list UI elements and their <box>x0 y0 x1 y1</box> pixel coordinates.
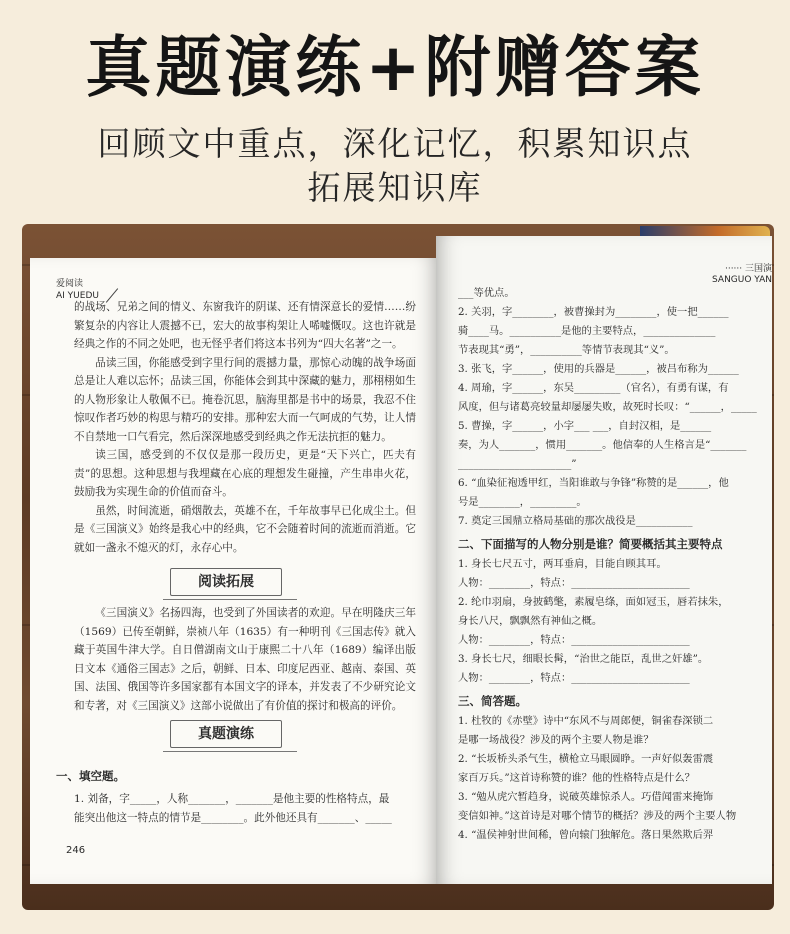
header-title-cn: ······ 三国演 <box>724 264 772 274</box>
exercise-line: 1. 杜牧的《赤壁》诗中“东风不与周郎便，铜雀春深锁二 <box>458 715 714 727</box>
question-1: 1. 刘备，字_____，人称_______，_______是他主要的性格特点，最 能突出他这一特点的情节是________。此外他还具有_______、_____ <box>74 793 392 824</box>
exercise-line: 7. 奠定三国鼎立格局基础的那次战役是___________ <box>458 515 693 527</box>
exercise-line: 4. 周瑜，字______，东吴_________（官名），有勇有谋，有 <box>458 382 729 394</box>
exercise-line: 变信如神。”这首诗是对哪个情节的概括？涉及的两个主要人物 <box>458 810 737 822</box>
exercise-line: 2. 关羽，字________，被曹操封为________，使一把______ <box>458 306 729 318</box>
exercise-line: 6. “血染征袍透甲红，当阳谁敢与争锋”称赞的是______，他 <box>458 477 729 489</box>
exercise-line: 人物：________，特点：_______________________ <box>458 634 690 646</box>
banner-subtitle-line2: 拓展知识库 <box>307 168 483 207</box>
exercise-line: 是哪一场战役？涉及的两个主要人物是谁？ <box>458 734 654 746</box>
essay-paragraph: 品读三国，你能感受到字里行间的震撼力量，那惊心动魄的战争场面总是让人难以忘怀；品读三国，你能体会到其中深藏的魅力，那栩栩如生的人物形象让人敬佩不已。掩卷沉思，脑海里都是书中的场景，我忍不住惊叹作者巧妙的构思与精巧的安排。那种宏大而一气呵成的气势，让人情不自禁地一口气看完，然后深深地感受到经典之作无法抗拒的魅力。 <box>74 356 416 443</box>
exercise-line: 3. “勉从虎穴暂趋身，说破英雄惊杀人。巧借闻雷来掩饰 <box>458 791 714 803</box>
exercise-line: 5. 曹操，字______，小字___ ___，自封汉相，是______ <box>458 420 712 432</box>
exercise-line: 号是________，_________。 <box>458 496 587 508</box>
exercise-line: 骑____马。__________是他的主要特点，______________ <box>458 325 716 337</box>
essay-paragraph: 的战场、兄弟之间的情义、东窗我许的阴谋、还有情深意长的爱情……纷繁复杂的内容让人震撼不已，宏大的故事构架让人唏嘘慨叹。这也许就是经典之作的不同之处吧，也无怪乎者们将这本书列为“四大名著”之一。 <box>74 301 416 350</box>
section-title-reading-extension: 阅读拓展 <box>170 568 282 596</box>
right-book-page <box>436 236 772 884</box>
exercise-line: 人物：________，特点：_______________________ <box>458 577 690 589</box>
exercise-line: 1. 身长七尺五寸，两耳垂肩，目能自顾其耳。 <box>458 558 667 570</box>
exercise-line: ______________________” <box>458 458 577 470</box>
section-heading: 三、简答题。 <box>458 694 527 708</box>
left-book-page <box>30 258 440 884</box>
exercise-line: 4. “温侯神射世间稀，曾向辕门独解危。落日果然欺后羿 <box>458 829 714 841</box>
banner-title: 真题演练+附赠答案 <box>85 29 705 106</box>
exercise-line: 奏，为人_______，惯用_______。他信奉的人生格言是“_______ <box>458 439 747 451</box>
header-title-en: SANGUO YAN <box>712 275 772 285</box>
exercise-line: 3. 身长七尺，细眼长髯，“治世之能臣，乱世之奸雄”。 <box>458 653 709 665</box>
exercise-line: 家百万兵。”这首诗称赞的谁？他的性格特点是什么？ <box>458 772 695 784</box>
section-title-practice: 真题演练 <box>170 720 282 748</box>
page-number: 246 <box>66 845 86 856</box>
exercise-line: 人物：________，特点：_______________________ <box>458 672 690 684</box>
exercise-line: 3. 张飞，字______，使用的兵器是______，被吕布称为______ <box>458 363 739 375</box>
exercise-line: 节表现其“勇”，__________等情节表现其“义”。 <box>458 344 675 356</box>
banner-subtitle-line1: 回顾文中重点，深化记忆，积累知识点 <box>97 124 693 163</box>
essay-paragraph: 读三国，感受到的不仅仅是那一段历史，更是“天下兴亡，匹夫有责”的思想。这种思想与我埋藏在心底的理想发生碰撞，产生串串火花，鼓励我为实现生命的价值而奋斗。 <box>74 449 416 498</box>
essay-paragraph: 虽然，时间流逝，硝烟散去，英雄不在，千年故事早已化成尘土。但是《三国演义》始终是我心中的经典，它不会随着时间的流逝而消逝。它就如一盏永不熄灭的灯，永存心中。 <box>74 504 416 554</box>
exercise-line: 风度，但与诸葛亮较量却屡屡失败，故死时长叹：“______，_____ <box>458 401 757 413</box>
header-title-en: AI YUEDU <box>56 290 121 302</box>
essay-text <box>74 298 416 557</box>
exercise-line: 身长八尺，飘飘然有神仙之概。 <box>458 615 603 627</box>
fill-blank-heading: 一、填空题。 <box>56 769 125 783</box>
reading-extension-text: 《三国演义》名扬四海，也受到了外国读者的欢迎。早在明隆庆三年（1569）已传至朝鲜，崇祯八年（1635）有一种明刊《三国志传》就入藏于英国牛津大学。自日僧湖南文山于康熙二十八年（1689）编译出版日文本《通俗三国志》之后，朝鲜、日本、印度尼西亚、越南、泰国、英国、法国、俄国等许多国家都有本国文字的译本，并发表了不少研究论文和专著，对《三国演义》这部小说做出了有价值的探讨和极高的评价。 <box>74 607 416 712</box>
section-heading: 二、下面描写的人物分别是谁？简要概括其主要特点 <box>458 537 723 551</box>
exercise-line: ___等优点。 <box>458 287 515 299</box>
exercise-lines <box>458 284 772 845</box>
header-title-cn: 爱阅读 <box>56 279 84 289</box>
right-page-header <box>712 264 772 286</box>
exercise-line: 2. “长坂桥头杀气生，横枪立马眼圆睁。一声好似轰雷震 <box>458 753 714 765</box>
exercise-line: 2. 纶巾羽扇，身披鹤氅，素履皂绦，面如冠玉，唇若抹朱， <box>458 596 729 608</box>
